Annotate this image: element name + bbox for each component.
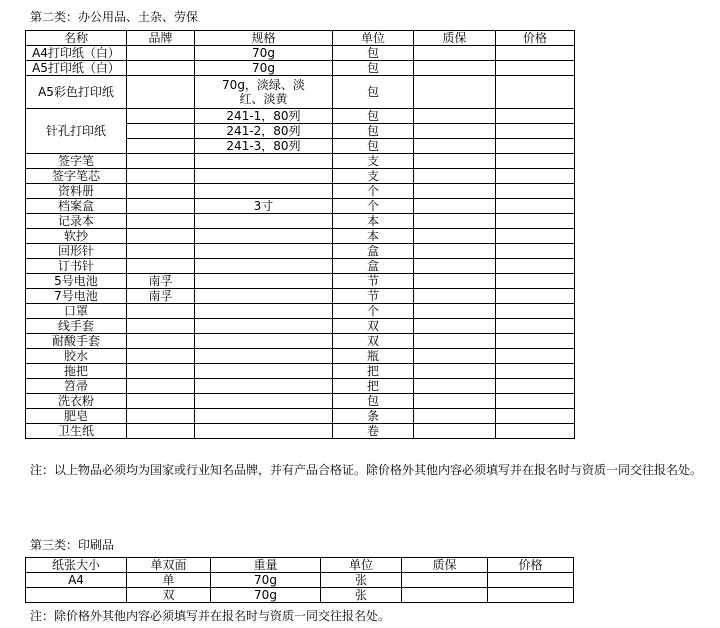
item-warranty xyxy=(414,109,496,124)
table-row xyxy=(26,214,575,229)
item-spec xyxy=(195,334,333,349)
item-unit: 支 xyxy=(333,169,414,184)
item-name: 签字笔 xyxy=(26,154,127,169)
item-brand xyxy=(127,334,195,349)
item-brand xyxy=(127,319,195,334)
item-unit: 包 xyxy=(333,394,414,409)
item-unit: 节 xyxy=(333,274,414,289)
item-spec xyxy=(195,244,333,259)
item-unit: 本 xyxy=(333,229,414,244)
table-row xyxy=(26,46,575,61)
table-row xyxy=(26,109,575,124)
item-brand xyxy=(127,199,195,214)
item-spec xyxy=(195,364,333,379)
item-warranty xyxy=(414,244,496,259)
item-brand xyxy=(127,304,195,319)
item-unit: 个 xyxy=(333,199,414,214)
item-warranty xyxy=(414,214,496,229)
item-warranty xyxy=(414,379,496,394)
header-unit: 单位 xyxy=(321,558,402,573)
header-price: 价格 xyxy=(496,31,575,46)
item-warranty xyxy=(414,364,496,379)
item-price xyxy=(496,199,575,214)
printed-matter-table xyxy=(25,557,574,603)
item-name: 拖把 xyxy=(26,364,127,379)
table-row xyxy=(26,289,575,304)
item-warranty xyxy=(414,289,496,304)
item-warranty xyxy=(414,259,496,274)
item-unit: 节 xyxy=(333,289,414,304)
table-row xyxy=(26,364,575,379)
item-name: 线手套 xyxy=(26,319,127,334)
table-row xyxy=(26,76,575,109)
item-spec: 3寸 xyxy=(195,199,333,214)
item-unit: 包 xyxy=(333,76,414,109)
table-row xyxy=(26,244,575,259)
item-spec: 241-1，80列 xyxy=(195,109,333,124)
item-warranty xyxy=(414,76,496,109)
item-spec xyxy=(195,304,333,319)
table-row xyxy=(26,379,575,394)
item-warranty xyxy=(414,334,496,349)
item-brand: 南孚 xyxy=(127,274,195,289)
item-warranty xyxy=(414,169,496,184)
item-name: 资料册 xyxy=(26,184,127,199)
table-row xyxy=(26,424,575,439)
item-name: 订书针 xyxy=(26,259,127,274)
item-brand xyxy=(127,184,195,199)
item-spec xyxy=(195,274,333,289)
item-name: 耐酸手套 xyxy=(26,334,127,349)
item-name: A5彩色打印纸 xyxy=(26,76,127,109)
table-row xyxy=(26,319,575,334)
table-row xyxy=(26,154,575,169)
item-brand xyxy=(127,169,195,184)
item-spec: 70g xyxy=(195,46,333,61)
table-row xyxy=(26,199,575,214)
item-price xyxy=(496,274,575,289)
item-warranty xyxy=(414,409,496,424)
table-row xyxy=(26,61,575,76)
item-spec xyxy=(195,169,333,184)
item-brand xyxy=(127,349,195,364)
item-unit: 包 xyxy=(333,46,414,61)
header-price: 价格 xyxy=(488,558,574,573)
item-brand xyxy=(127,46,195,61)
item-price xyxy=(496,424,575,439)
item-unit: 瓶 xyxy=(333,349,414,364)
item-warranty xyxy=(414,154,496,169)
item-brand xyxy=(127,379,195,394)
header-weight: 重量 xyxy=(211,558,321,573)
item-price xyxy=(496,61,575,76)
item-name: 洗衣粉 xyxy=(26,394,127,409)
item-name: 7号电池 xyxy=(26,289,127,304)
item-price xyxy=(496,319,575,334)
item-spec xyxy=(195,214,333,229)
item-unit: 包 xyxy=(333,139,414,154)
item-spec xyxy=(195,394,333,409)
item-warranty xyxy=(414,274,496,289)
item-spec xyxy=(195,379,333,394)
item-unit: 包 xyxy=(333,109,414,124)
table-row xyxy=(26,409,575,424)
print-size: A4 xyxy=(26,573,127,588)
item-name: 回形针 xyxy=(26,244,127,259)
item-brand: 南孚 xyxy=(127,289,195,304)
item-brand xyxy=(127,154,195,169)
item-spec: 70g，淡绿、淡红、淡黄 xyxy=(195,76,333,109)
print-sides: 单 xyxy=(127,573,211,588)
item-name: A4打印纸（白） xyxy=(26,46,127,61)
print-weight: 70g xyxy=(211,588,321,603)
header-warranty: 质保 xyxy=(402,558,488,573)
item-brand xyxy=(127,124,195,139)
table-row xyxy=(26,169,575,184)
item-name: 肥皂 xyxy=(26,409,127,424)
item-price xyxy=(496,349,575,364)
item-spec xyxy=(195,424,333,439)
print-sides: 双 xyxy=(127,588,211,603)
item-name: 针孔打印纸 xyxy=(26,109,127,154)
item-name: 档案盒 xyxy=(26,199,127,214)
item-brand xyxy=(127,109,195,124)
item-warranty xyxy=(414,61,496,76)
item-brand xyxy=(127,214,195,229)
item-warranty xyxy=(414,394,496,409)
item-unit: 包 xyxy=(333,124,414,139)
print-price xyxy=(488,573,574,588)
item-price xyxy=(496,364,575,379)
item-price xyxy=(496,184,575,199)
item-name: 笤帚 xyxy=(26,379,127,394)
table-header-row xyxy=(26,31,575,46)
item-spec xyxy=(195,184,333,199)
item-brand xyxy=(127,244,195,259)
print-price xyxy=(488,588,574,603)
item-price xyxy=(496,259,575,274)
item-name: 胶水 xyxy=(26,349,127,364)
item-warranty xyxy=(414,424,496,439)
item-spec: 241-2，80列 xyxy=(195,124,333,139)
table-row xyxy=(26,394,575,409)
item-unit: 包 xyxy=(333,61,414,76)
item-warranty xyxy=(414,184,496,199)
item-price xyxy=(496,154,575,169)
item-spec xyxy=(195,409,333,424)
table-row xyxy=(26,274,575,289)
item-brand xyxy=(127,229,195,244)
table-header-row xyxy=(26,558,574,573)
item-unit: 双 xyxy=(333,319,414,334)
header-sides: 单双面 xyxy=(127,558,211,573)
table-row xyxy=(26,334,575,349)
print-unit: 张 xyxy=(321,588,402,603)
office-supplies-table xyxy=(25,30,575,439)
item-warranty xyxy=(414,349,496,364)
item-unit: 个 xyxy=(333,304,414,319)
item-price xyxy=(496,109,575,124)
item-price xyxy=(496,379,575,394)
item-price xyxy=(496,229,575,244)
item-unit: 条 xyxy=(333,409,414,424)
print-weight: 70g xyxy=(211,573,321,588)
section-3-title: 第三类：印刷品 xyxy=(30,538,115,552)
header-paper-size: 纸张大小 xyxy=(26,558,127,573)
header-spec: 规格 xyxy=(195,31,333,46)
item-brand xyxy=(127,76,195,109)
table-row xyxy=(26,588,574,603)
item-price xyxy=(496,169,575,184)
item-warranty xyxy=(414,46,496,61)
item-spec xyxy=(195,349,333,364)
item-price xyxy=(496,334,575,349)
table-row xyxy=(26,573,574,588)
item-unit: 把 xyxy=(333,364,414,379)
item-price xyxy=(496,394,575,409)
item-unit: 盒 xyxy=(333,244,414,259)
item-warranty xyxy=(414,124,496,139)
item-price xyxy=(496,214,575,229)
item-brand xyxy=(127,424,195,439)
item-unit: 盒 xyxy=(333,259,414,274)
header-warranty: 质保 xyxy=(414,31,496,46)
item-unit: 支 xyxy=(333,154,414,169)
item-name: 卫生纸 xyxy=(26,424,127,439)
print-warranty xyxy=(402,573,488,588)
item-unit: 卷 xyxy=(333,424,414,439)
section-2-title: 第二类：办公用品、土杂、劳保 xyxy=(30,10,199,24)
item-warranty xyxy=(414,199,496,214)
item-price xyxy=(496,304,575,319)
item-warranty xyxy=(414,319,496,334)
item-unit: 个 xyxy=(333,184,414,199)
item-spec xyxy=(195,259,333,274)
table-row xyxy=(26,229,575,244)
item-name: 口罩 xyxy=(26,304,127,319)
table-row xyxy=(26,349,575,364)
item-price xyxy=(496,289,575,304)
item-unit: 双 xyxy=(333,334,414,349)
item-name: 签字笔芯 xyxy=(26,169,127,184)
table-row xyxy=(26,184,575,199)
item-price xyxy=(496,244,575,259)
header-brand: 品牌 xyxy=(127,31,195,46)
item-price xyxy=(496,76,575,109)
print-warranty xyxy=(402,588,488,603)
item-spec: 241-3，80列 xyxy=(195,139,333,154)
table-row xyxy=(26,304,575,319)
item-spec: 70g xyxy=(195,61,333,76)
print-unit: 张 xyxy=(321,573,402,588)
print-size xyxy=(26,588,127,603)
section-3-note: 注：除价格外其他内容必须填写并在报名时与资质一同交往报名处。 xyxy=(30,609,391,623)
item-spec xyxy=(195,319,333,334)
item-warranty xyxy=(414,139,496,154)
item-brand xyxy=(127,61,195,76)
item-warranty xyxy=(414,304,496,319)
item-spec xyxy=(195,289,333,304)
item-price xyxy=(496,46,575,61)
item-brand xyxy=(127,394,195,409)
item-brand xyxy=(127,139,195,154)
item-brand xyxy=(127,364,195,379)
item-unit: 把 xyxy=(333,379,414,394)
item-name: A5打印纸（白） xyxy=(26,61,127,76)
item-price xyxy=(496,139,575,154)
item-name: 软抄 xyxy=(26,229,127,244)
item-brand xyxy=(127,409,195,424)
header-name: 名称 xyxy=(26,31,127,46)
item-spec xyxy=(195,229,333,244)
item-brand xyxy=(127,259,195,274)
table-row xyxy=(26,259,575,274)
item-price xyxy=(496,124,575,139)
item-price xyxy=(496,409,575,424)
item-name: 记录本 xyxy=(26,214,127,229)
item-name: 5号电池 xyxy=(26,274,127,289)
item-warranty xyxy=(414,229,496,244)
section-2-note: 注：以上物品必须均为国家或行业知名品牌，并有产品合格证。除价格外其他内容必须填写并在报名时与资质一同交往报名处。 xyxy=(30,463,703,477)
item-spec xyxy=(195,154,333,169)
header-unit: 单位 xyxy=(333,31,414,46)
item-unit: 本 xyxy=(333,214,414,229)
